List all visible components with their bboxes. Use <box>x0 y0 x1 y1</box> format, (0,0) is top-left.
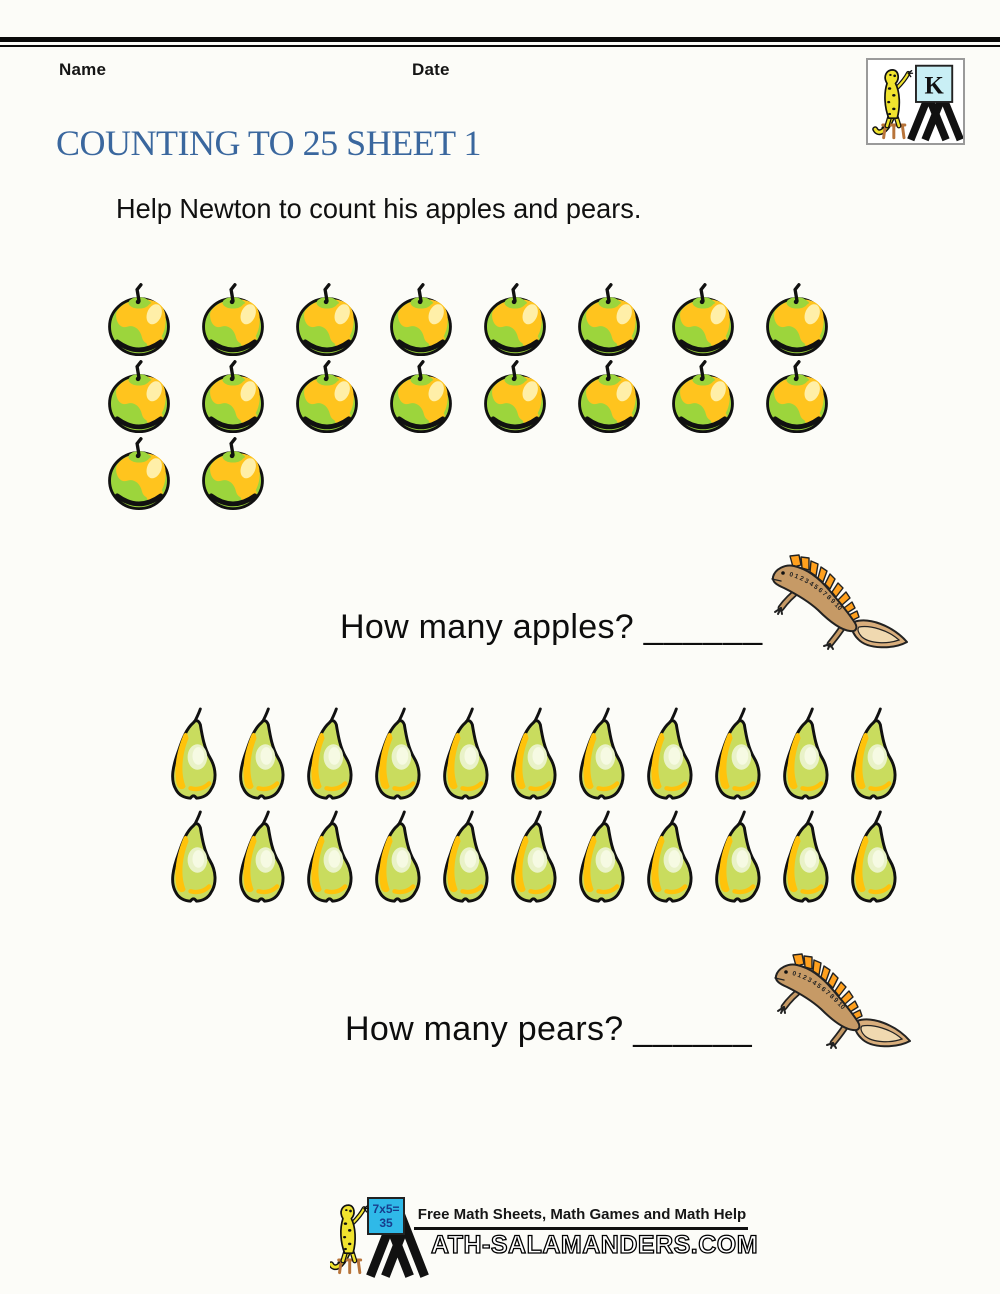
pear-icon <box>163 810 220 906</box>
apple-icon <box>762 281 832 357</box>
pear-icon <box>299 810 356 906</box>
apple-icon <box>198 358 268 434</box>
pears-answer-blank: ______ <box>633 1010 753 1048</box>
newt-icon <box>760 551 910 651</box>
footer-rule <box>414 1227 748 1230</box>
pear-icon <box>435 810 492 906</box>
pears-grid <box>163 707 911 913</box>
pear-icon <box>367 810 424 906</box>
apple-icon <box>104 281 174 357</box>
name-label: Name <box>59 60 107 79</box>
footer <box>330 1196 810 1282</box>
apples-question-text: How many apples? <box>340 608 634 646</box>
apple-icon <box>668 281 738 357</box>
pear-icon <box>571 810 628 906</box>
pear-icon <box>775 810 832 906</box>
pear-icon <box>435 707 492 803</box>
apples-grid <box>104 281 856 512</box>
pear-icon <box>231 810 288 906</box>
pear-icon <box>503 707 560 803</box>
footer-board-line1: 7x5= <box>372 1202 400 1216</box>
pears-question <box>345 1010 753 1049</box>
apple-icon <box>762 358 832 434</box>
pear-icon <box>843 707 900 803</box>
fruit-row <box>163 810 911 913</box>
apple-icon <box>574 358 644 434</box>
pear-icon <box>163 707 220 803</box>
pear-icon <box>707 810 764 906</box>
fruit-row <box>104 281 856 358</box>
logo-letter: K <box>924 72 944 100</box>
pear-icon <box>231 707 288 803</box>
pear-icon <box>639 810 696 906</box>
apples-question <box>340 608 763 647</box>
apple-icon <box>198 281 268 357</box>
apple-icon <box>386 281 456 357</box>
apple-icon <box>292 358 362 434</box>
apples-answer-blank: ______ <box>643 608 764 646</box>
apple-icon <box>574 281 644 357</box>
apple-icon <box>198 435 268 511</box>
pear-icon <box>639 707 696 803</box>
pear-icon <box>843 810 900 906</box>
pear-icon <box>707 707 764 803</box>
apple-icon <box>480 358 550 434</box>
apple-icon <box>668 358 738 434</box>
pear-icon <box>503 810 560 906</box>
pear-icon <box>367 707 424 803</box>
salamander-icon <box>875 70 912 138</box>
pear-icon <box>775 707 832 803</box>
math-salamanders-logo <box>866 58 965 145</box>
apple-icon <box>386 358 456 434</box>
apple-icon <box>292 281 362 357</box>
footer-site-name: ATH-SALAMANDERS.COM <box>431 1231 759 1259</box>
pear-icon <box>299 707 356 803</box>
apple-icon <box>480 281 550 357</box>
apple-icon <box>104 435 174 511</box>
instruction-text: Help Newton to count his apples and pears. <box>116 193 642 224</box>
apple-icon <box>104 358 174 434</box>
pear-icon <box>571 707 628 803</box>
pears-question-text: How many pears? <box>345 1010 624 1048</box>
top-rule-thin <box>0 45 1000 47</box>
fruit-row <box>104 358 856 435</box>
fruit-row <box>104 435 856 512</box>
footer-board-line2: 35 <box>379 1216 393 1230</box>
date-label: Date <box>412 60 450 79</box>
newt-icon <box>763 950 913 1050</box>
footer-salamander-icon <box>331 1205 368 1273</box>
top-rule-thick <box>0 37 1000 42</box>
page-title: COUNTING TO 25 SHEET 1 <box>56 123 482 163</box>
footer-tagline: Free Math Sheets, Math Games and Math Help <box>417 1206 747 1223</box>
fruit-row <box>163 707 911 810</box>
